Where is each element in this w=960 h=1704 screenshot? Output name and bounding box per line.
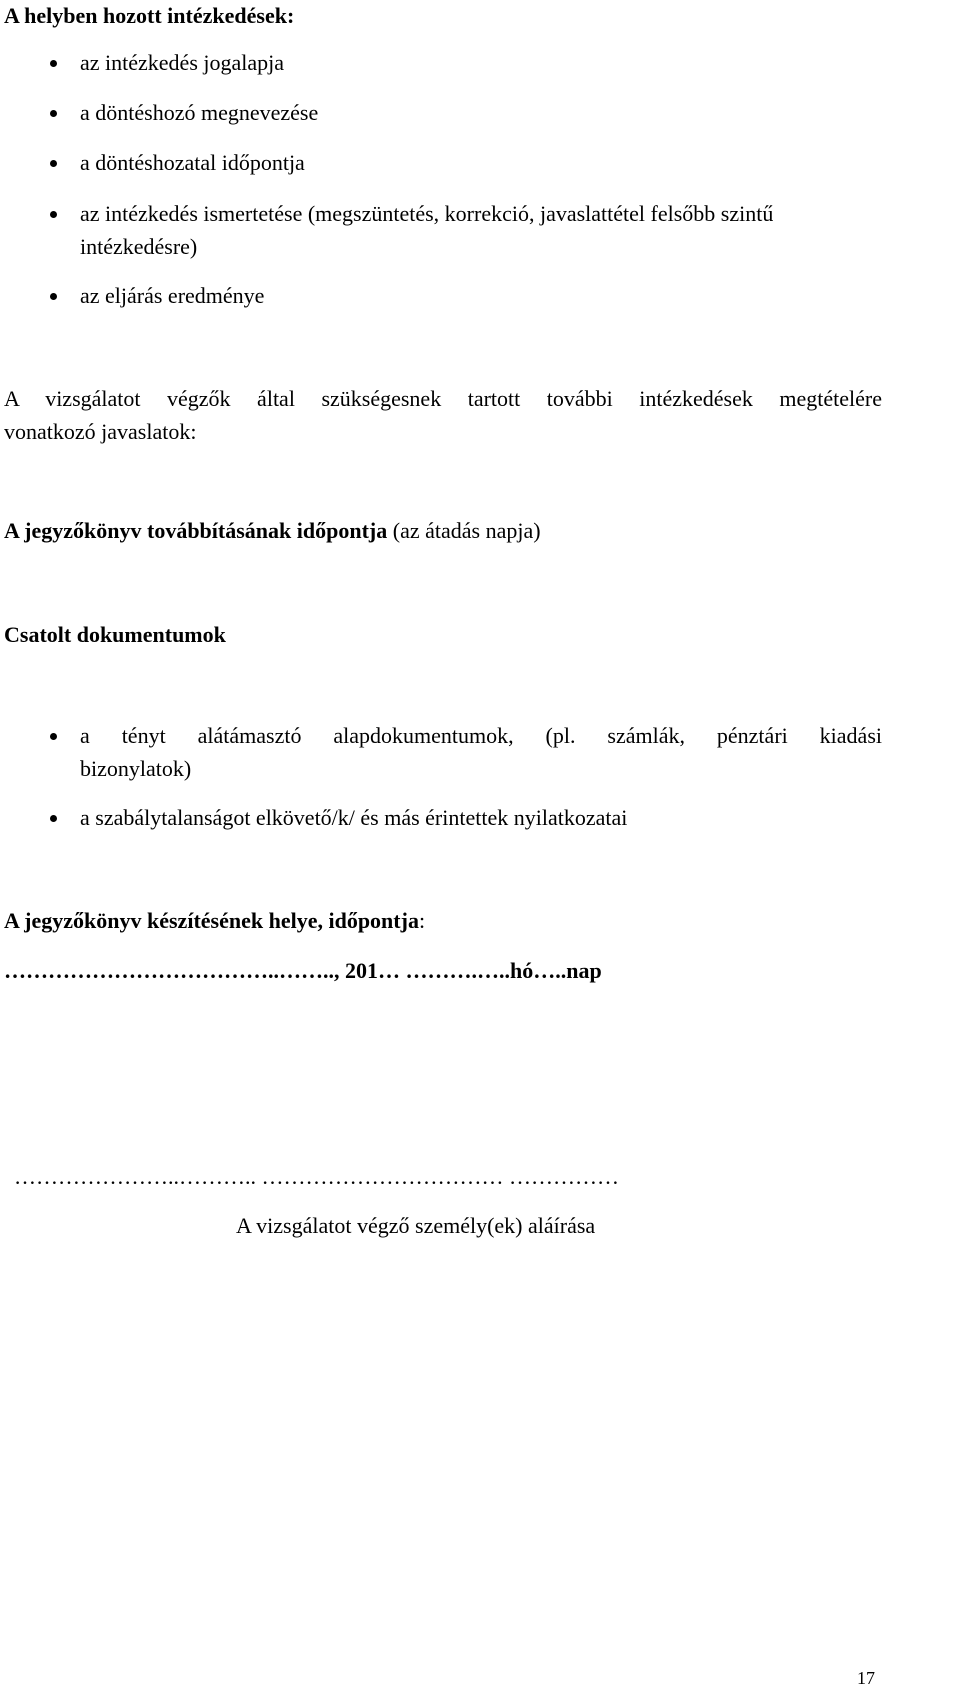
list-item-continuation: intézkedésre) (80, 234, 198, 259)
place-date-colon: : (418, 908, 426, 933)
date-fill-line: ………………………………..…….., 201… ……….…..hó…..nap (4, 958, 602, 983)
recommendations-paragraph-line2: vonatkozó javaslatok: (4, 419, 197, 444)
place-date-heading (4, 907, 425, 935)
bullet-icon (50, 293, 57, 300)
forwarding-date-label: A jegyzőkönyv továbbításának időpontja (4, 518, 388, 543)
bullet-icon (50, 733, 57, 740)
forwarding-date-note: (az átadás napja) (387, 518, 541, 543)
page-number: 17 (857, 1668, 875, 1688)
signature-caption: A vizsgálatot végző személy(ek) aláírása (236, 1213, 596, 1238)
section-heading-measures: A helyben hozott intézkedések: (4, 3, 295, 28)
list-item: a szabálytalanságot elkövető/k/ és más érintettek nyilatkozatai (80, 805, 628, 830)
bullet-icon (50, 160, 57, 167)
forwarding-date-line (4, 517, 541, 545)
bullet-icon (50, 211, 57, 218)
signature-dots: …………………..……….. …………………………… …………… (14, 1164, 619, 1189)
list-item: az eljárás eredménye (80, 283, 265, 308)
list-item: az intézkedés ismertetése (megszüntetés, korrekció, javaslattétel felsőbb szintű (80, 201, 774, 226)
attached-documents-heading: Csatolt dokumentumok (4, 622, 226, 647)
list-item: a tényt alátámasztó alapdokumentumok, (pl. számlák, pénztári kiadási (80, 723, 882, 748)
bullet-icon (50, 815, 57, 822)
list-item: a döntéshozatal időpontja (80, 150, 305, 175)
recommendations-paragraph: A vizsgálatot végzők által szükségesnek tartott további intézkedések megtételére (4, 386, 882, 411)
list-item: a döntéshozó megnevezése (80, 100, 319, 125)
place-date-label: A jegyzőkönyv készítésének helye, időpontja (4, 908, 419, 933)
list-item-continuation: bizonylatok) (80, 756, 192, 781)
list-item: az intézkedés jogalapja (80, 50, 285, 75)
bullet-icon (50, 60, 57, 67)
bullet-icon (50, 110, 57, 117)
